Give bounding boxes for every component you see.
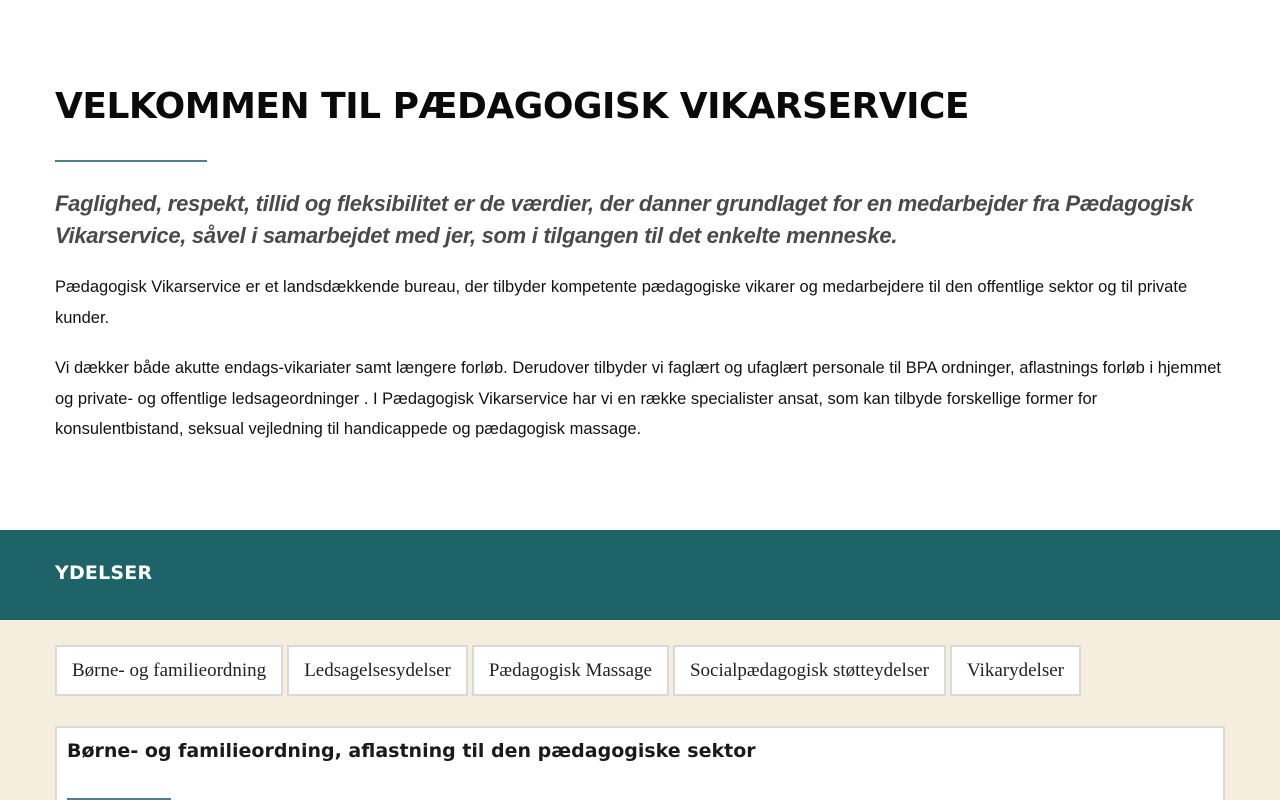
title-divider	[55, 160, 207, 162]
intro-paragraph-1: Pædagogisk Vikarservice er et landsdækkende bureau, der tilbyder kompetente pædagogiske vikarer og medarbejdere til den offentlige sektor og til private kunder.	[55, 278, 1188, 327]
tab-vikarydelser[interactable]: Vikarydelser	[950, 645, 1081, 696]
page-title: VELKOMMEN TIL PÆDAGOGISK VIKARSERVICE	[55, 86, 969, 127]
panel-title: Børne- og familieordning, aflastning til den pædagogiske sektor	[67, 740, 756, 762]
intro-paragraph-2: Vi dækker både akutte endags-vikariater samt længere forløb. Derudover tilbyder vi faglært og ufaglært personale til BPA ordninger, aflastnings forløb i hjemmet og private- og offentlige ledsageordninger . I Pædagogisk Vikarservice har vi en række specialister ansat, som kan tilbyde forskellige former for konsulentbistand, seksual vejledning til handicappede og pædagogisk massage.	[55, 359, 1221, 438]
tab-socialpaedagogisk-stotteydelser[interactable]: Socialpædagogisk støtteydelser	[673, 645, 946, 696]
tab-ledsagelsesydelser[interactable]: Ledsagelsesydelser	[287, 645, 468, 696]
tab-borne-og-familieordning[interactable]: Børne- og familieordning	[55, 645, 283, 696]
services-header-bar	[0, 530, 1280, 620]
services-heading: YDELSER	[55, 562, 153, 584]
services-tabs	[55, 645, 1081, 696]
lead-text: Faglighed, respekt, tillid og fleksibilitet er de værdier, der danner grundlaget for en medarbejder fra Pædagogisk Vikarservice, såvel i samarbejdet med jer, som i tilgangen til det enkelte menneske.	[55, 191, 1194, 248]
service-panel	[55, 726, 1225, 800]
tab-paedagogisk-massage[interactable]: Pædagogisk Massage	[472, 645, 669, 696]
